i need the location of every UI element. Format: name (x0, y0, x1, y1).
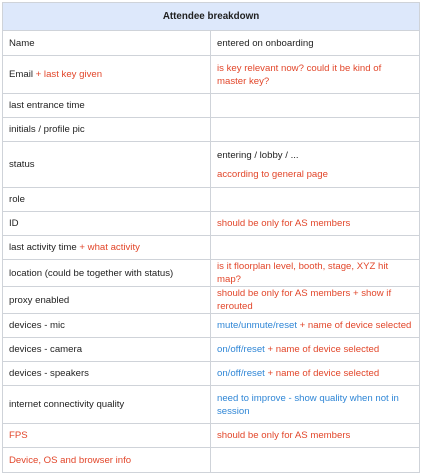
attribute-cell (3, 118, 211, 142)
attribute-cell (3, 56, 211, 94)
note-line (217, 62, 413, 88)
note-line (217, 392, 413, 418)
note-cell (211, 362, 420, 386)
table-row (3, 188, 420, 212)
attribute-text: internet connectivity quality (9, 399, 125, 410)
attribute-cell (3, 424, 211, 448)
table-row (3, 94, 420, 118)
attribute-text: FPS (9, 430, 28, 441)
note-text: + name of device selected (264, 344, 380, 355)
note-text: + name of device selected (297, 320, 412, 331)
table-row (3, 424, 420, 448)
note-cell (211, 142, 420, 188)
note-line (217, 260, 413, 286)
table-row (3, 314, 420, 338)
attribute-cell (3, 236, 211, 260)
note-cell (211, 287, 420, 314)
attribute-cell (3, 188, 211, 212)
note-cell (211, 31, 420, 56)
note-line (217, 149, 413, 162)
attribute-text: last activity time (9, 242, 77, 253)
note-text: entering / lobby / ... (217, 149, 299, 161)
note-line (217, 319, 413, 332)
table-title: Attendee breakdown (3, 3, 420, 31)
note-line (217, 217, 413, 230)
table-row (3, 236, 420, 260)
attribute-cell (3, 31, 211, 56)
attribute-cell (3, 94, 211, 118)
note-text: + name of device selected (264, 368, 380, 379)
note-text: should be only for AS members + show if rerouted (217, 288, 392, 312)
attribute-cell (3, 142, 211, 188)
table-row (3, 362, 420, 386)
attribute-cell (3, 314, 211, 338)
note-cell (211, 188, 420, 212)
table-row (3, 287, 420, 314)
attribute-cell (3, 260, 211, 287)
note-line (217, 287, 413, 313)
table-row (3, 56, 420, 94)
attribute-cell (3, 287, 211, 314)
note-cell (211, 260, 420, 287)
note-cell (211, 212, 420, 236)
note-line (217, 367, 413, 380)
attribute-text: + what activity (76, 242, 140, 253)
attribute-text: Device, OS and browser info (9, 454, 132, 466)
attribute-cell (3, 448, 211, 473)
note-cell (211, 448, 420, 473)
attribute-text: role (9, 194, 25, 205)
attribute-text: location (could be together with status) (9, 267, 174, 279)
note-cell (211, 56, 420, 94)
note-cell (211, 94, 420, 118)
attribute-text: proxy enabled (9, 294, 70, 306)
note-line (217, 429, 413, 442)
table-header-row (3, 3, 420, 31)
table-row (3, 386, 420, 424)
note-text: is key relevant now? could it be kind of master key? (217, 62, 382, 87)
note-text: is it floorplan level, booth, stage, XYZ hit map? (217, 261, 389, 285)
table-row (3, 212, 420, 236)
attribute-text: initials / profile pic (9, 124, 85, 135)
attribute-cell (3, 338, 211, 362)
note-text: should be only for AS members (217, 218, 351, 229)
attribute-text: Name (9, 37, 35, 49)
note-cell (211, 236, 420, 260)
attribute-text: devices - camera (9, 344, 83, 355)
note-text: mute/unmute/reset (217, 320, 297, 331)
table-row (3, 260, 420, 287)
table-body (3, 31, 420, 473)
table-row (3, 31, 420, 56)
attribute-text: devices - speakers (9, 368, 89, 379)
attribute-text: Email (9, 69, 33, 80)
note-text: on/off/reset (217, 368, 265, 379)
attribute-cell (3, 386, 211, 424)
attribute-text: last entrance time (9, 100, 85, 111)
note-text: entered on onboarding (217, 37, 314, 49)
note-cell (211, 338, 420, 362)
note-text: need to improve - show quality when not in session (217, 392, 399, 417)
note-cell (211, 424, 420, 448)
table-row (3, 142, 420, 188)
table-row (3, 338, 420, 362)
note-line (217, 37, 413, 50)
attribute-text: + last key given (33, 69, 103, 80)
attendee-breakdown-table (2, 2, 420, 473)
note-cell (211, 118, 420, 142)
attribute-text: devices - mic (9, 320, 65, 331)
table-row (3, 448, 420, 473)
note-text: according to general page (217, 168, 328, 180)
note-text: should be only for AS members (217, 430, 351, 441)
attribute-text: status (9, 159, 35, 170)
note-cell (211, 314, 420, 338)
note-line (217, 168, 413, 181)
note-cell (211, 386, 420, 424)
attribute-cell (3, 212, 211, 236)
note-text: on/off/reset (217, 344, 265, 355)
attribute-cell (3, 362, 211, 386)
table-row (3, 118, 420, 142)
attribute-text: ID (9, 218, 19, 229)
note-line (217, 343, 413, 356)
